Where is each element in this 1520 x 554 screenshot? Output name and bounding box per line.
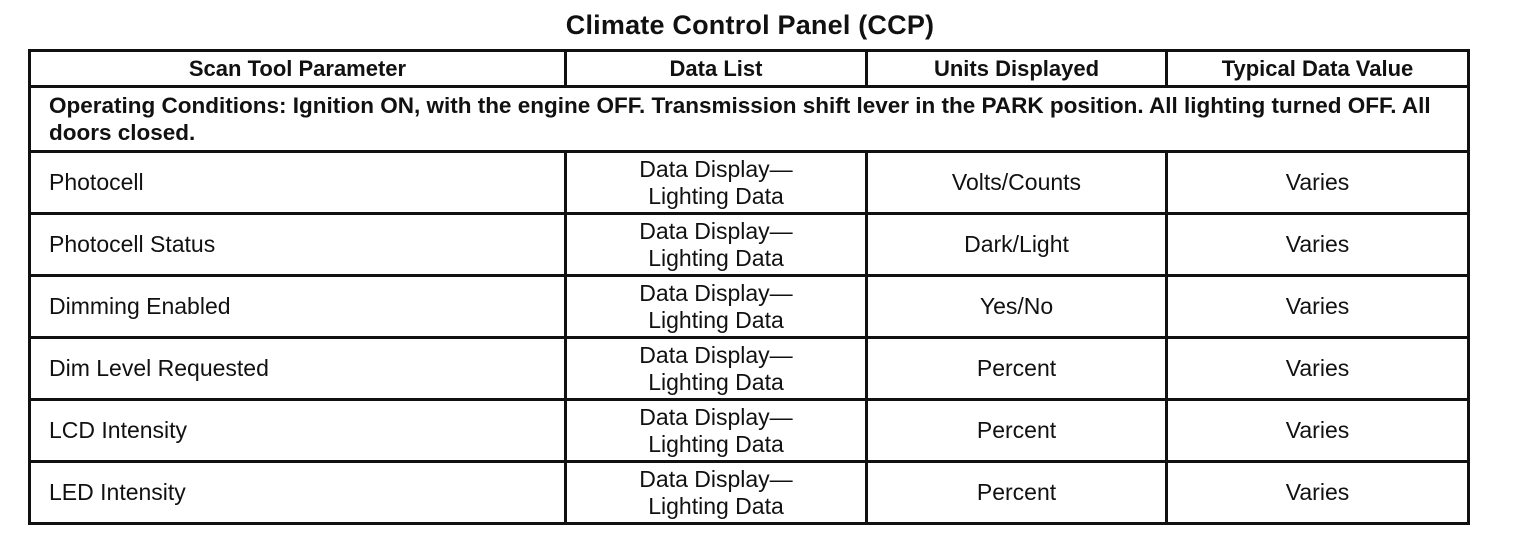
header-typical-data-value: Typical Data Value bbox=[1167, 51, 1469, 87]
table-row bbox=[30, 276, 1469, 338]
data-list-line: Data Display— bbox=[639, 279, 793, 306]
data-list-line: Data Display— bbox=[639, 403, 793, 430]
data-list-line: Lighting Data bbox=[648, 430, 784, 457]
value-cell: Varies bbox=[1167, 214, 1469, 276]
parameter-cell: Dimming Enabled bbox=[30, 276, 566, 338]
table-row bbox=[30, 400, 1469, 462]
value-cell: Varies bbox=[1167, 276, 1469, 338]
data-list-line: Data Display— bbox=[639, 465, 793, 492]
table-header-row bbox=[30, 51, 1469, 87]
value-cell: Varies bbox=[1167, 338, 1469, 400]
units-cell: Yes/No bbox=[867, 276, 1167, 338]
data-list-cell bbox=[566, 152, 867, 214]
units-cell: Dark/Light bbox=[867, 214, 1167, 276]
value-cell: Varies bbox=[1167, 462, 1469, 524]
operating-conditions: Operating Conditions: Ignition ON, with the engine OFF. Transmission shift lever in the PARK position. All lighting turned OFF. All doors closed. bbox=[30, 87, 1469, 152]
value-cell: Varies bbox=[1167, 152, 1469, 214]
data-list-cell bbox=[566, 338, 867, 400]
data-list-line: Lighting Data bbox=[648, 368, 784, 395]
table-row bbox=[30, 462, 1469, 524]
parameter-cell: Photocell Status bbox=[30, 214, 566, 276]
parameter-cell: Photocell bbox=[30, 152, 566, 214]
data-list-cell bbox=[566, 276, 867, 338]
units-cell: Percent bbox=[867, 338, 1167, 400]
data-list-cell bbox=[566, 462, 867, 524]
table-row bbox=[30, 152, 1469, 214]
units-cell: Percent bbox=[867, 400, 1167, 462]
ccp-data-table bbox=[28, 49, 1470, 525]
value-cell: Varies bbox=[1167, 400, 1469, 462]
parameter-cell: LED Intensity bbox=[30, 462, 566, 524]
header-units-displayed: Units Displayed bbox=[867, 51, 1167, 87]
data-list-line: Lighting Data bbox=[648, 182, 784, 209]
data-list-line: Lighting Data bbox=[648, 492, 784, 519]
data-list-line: Data Display— bbox=[639, 155, 793, 182]
header-data-list: Data List bbox=[566, 51, 867, 87]
units-cell: Volts/Counts bbox=[867, 152, 1167, 214]
data-list-line: Data Display— bbox=[639, 217, 793, 244]
parameter-cell: Dim Level Requested bbox=[30, 338, 566, 400]
operating-conditions-row bbox=[30, 87, 1469, 152]
data-list-line: Data Display— bbox=[639, 341, 793, 368]
parameter-cell: LCD Intensity bbox=[30, 400, 566, 462]
data-list-line: Lighting Data bbox=[648, 306, 784, 333]
data-list-cell bbox=[566, 214, 867, 276]
page-title: Climate Control Panel (CCP) bbox=[565, 10, 935, 40]
header-scan-tool-parameter: Scan Tool Parameter bbox=[30, 51, 566, 87]
table-row bbox=[30, 338, 1469, 400]
data-list-line: Lighting Data bbox=[648, 244, 784, 271]
data-list-cell bbox=[566, 400, 867, 462]
table-row bbox=[30, 214, 1469, 276]
units-cell: Percent bbox=[867, 462, 1167, 524]
